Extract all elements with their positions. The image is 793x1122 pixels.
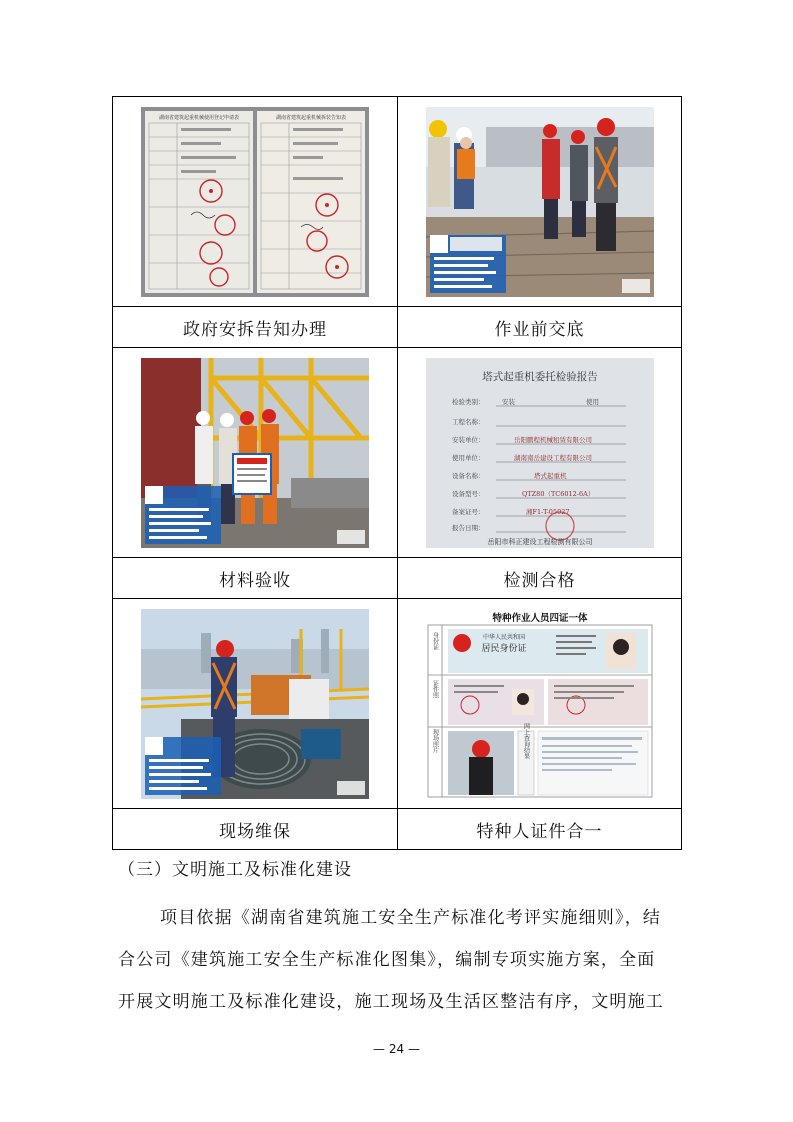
material-acceptance-photo bbox=[141, 358, 369, 548]
photo-cell-maintenance bbox=[113, 599, 398, 809]
report-line-7-label: 备案证号： bbox=[451, 507, 484, 516]
photo-cell-certificates bbox=[398, 599, 682, 809]
form-title-left: 湖南省建筑起重机械使用登记申请表 bbox=[158, 114, 240, 121]
report-line-6-value: QTZ80（TC6012-6A） bbox=[521, 489, 594, 498]
paragraph-line-2: 合公司《建筑施工安全生产标准化图集》，编制专项实施方案，全面 bbox=[118, 950, 656, 970]
side-label-id: 身份证 bbox=[431, 631, 438, 650]
side-label-certificate: 证件照 bbox=[431, 679, 438, 698]
report-issuer: 岳阳市科正建设工程检测有限公司 bbox=[487, 537, 592, 546]
briefing-site-photo bbox=[426, 107, 654, 297]
paragraph-line-1: 项目依据《湖南省建筑施工安全生产标准化考评实施细则》，结 bbox=[160, 908, 662, 928]
report-line-1-label: 检验类别： bbox=[451, 397, 484, 406]
report-line-4-label: 使用单位： bbox=[451, 453, 484, 462]
form-title-right: 湖南省建筑起重机械拆装告知表 bbox=[275, 114, 347, 121]
certificate-collage-image bbox=[426, 609, 654, 799]
caption-briefing: 作业前交底 bbox=[398, 307, 682, 348]
report-line-4-value: 湖南南岳建设工程有限公司 bbox=[513, 453, 592, 462]
inspection-report-image bbox=[426, 358, 654, 548]
id-card-country: 中华人民共和国 bbox=[482, 633, 525, 641]
report-title: 塔式起重机委托检验报告 bbox=[481, 370, 598, 383]
caption-notification: 政府安拆告知办理 bbox=[113, 307, 398, 348]
caption-acceptance: 材料验收 bbox=[113, 558, 398, 599]
paragraph-line-3: 开展文明施工及标准化建设，施工现场及生活区整洁有序，文明施工 bbox=[118, 992, 664, 1012]
report-line-5-value: 塔式起重机 bbox=[533, 471, 566, 480]
query-result-label: 网上查询结果 bbox=[522, 722, 529, 759]
id-card-title: 居民身份证 bbox=[480, 643, 527, 654]
report-line-5-label: 设备名称： bbox=[451, 471, 484, 480]
report-line-2-label: 工程名称： bbox=[451, 417, 484, 426]
report-line-1-value2: 使用 bbox=[585, 397, 599, 406]
section-heading: （三）文明施工及标准化建设 bbox=[118, 860, 352, 880]
report-line-3-value: 岳阳鹏程机械租赁有限公司 bbox=[513, 435, 592, 444]
caption-maintenance: 现场维保 bbox=[113, 809, 398, 850]
page-number: — 24 — bbox=[373, 1042, 420, 1056]
photo-cell-notification bbox=[113, 97, 398, 307]
maintenance-photo bbox=[141, 609, 369, 799]
scanned-forms-image bbox=[141, 107, 369, 297]
photo-cell-inspection bbox=[398, 348, 682, 558]
caption-inspection: 检测合格 bbox=[398, 558, 682, 599]
report-line-7-value: 湘F1-T-05027 bbox=[525, 507, 569, 516]
report-line-6-label: 设备型号： bbox=[451, 489, 484, 498]
report-line-8-label: 报告日期： bbox=[451, 523, 484, 532]
side-label-site: 现场照片 bbox=[431, 728, 438, 753]
photo-table bbox=[112, 96, 682, 850]
report-line-1-value: 安装 bbox=[501, 397, 515, 406]
report-line-3-label: 安装单位： bbox=[451, 435, 484, 444]
collage-title: 特种作业人员四证一体 bbox=[491, 612, 588, 624]
caption-certificates: 特种人证件合一 bbox=[398, 809, 682, 850]
photo-cell-acceptance bbox=[113, 348, 398, 558]
photo-cell-briefing bbox=[398, 97, 682, 307]
